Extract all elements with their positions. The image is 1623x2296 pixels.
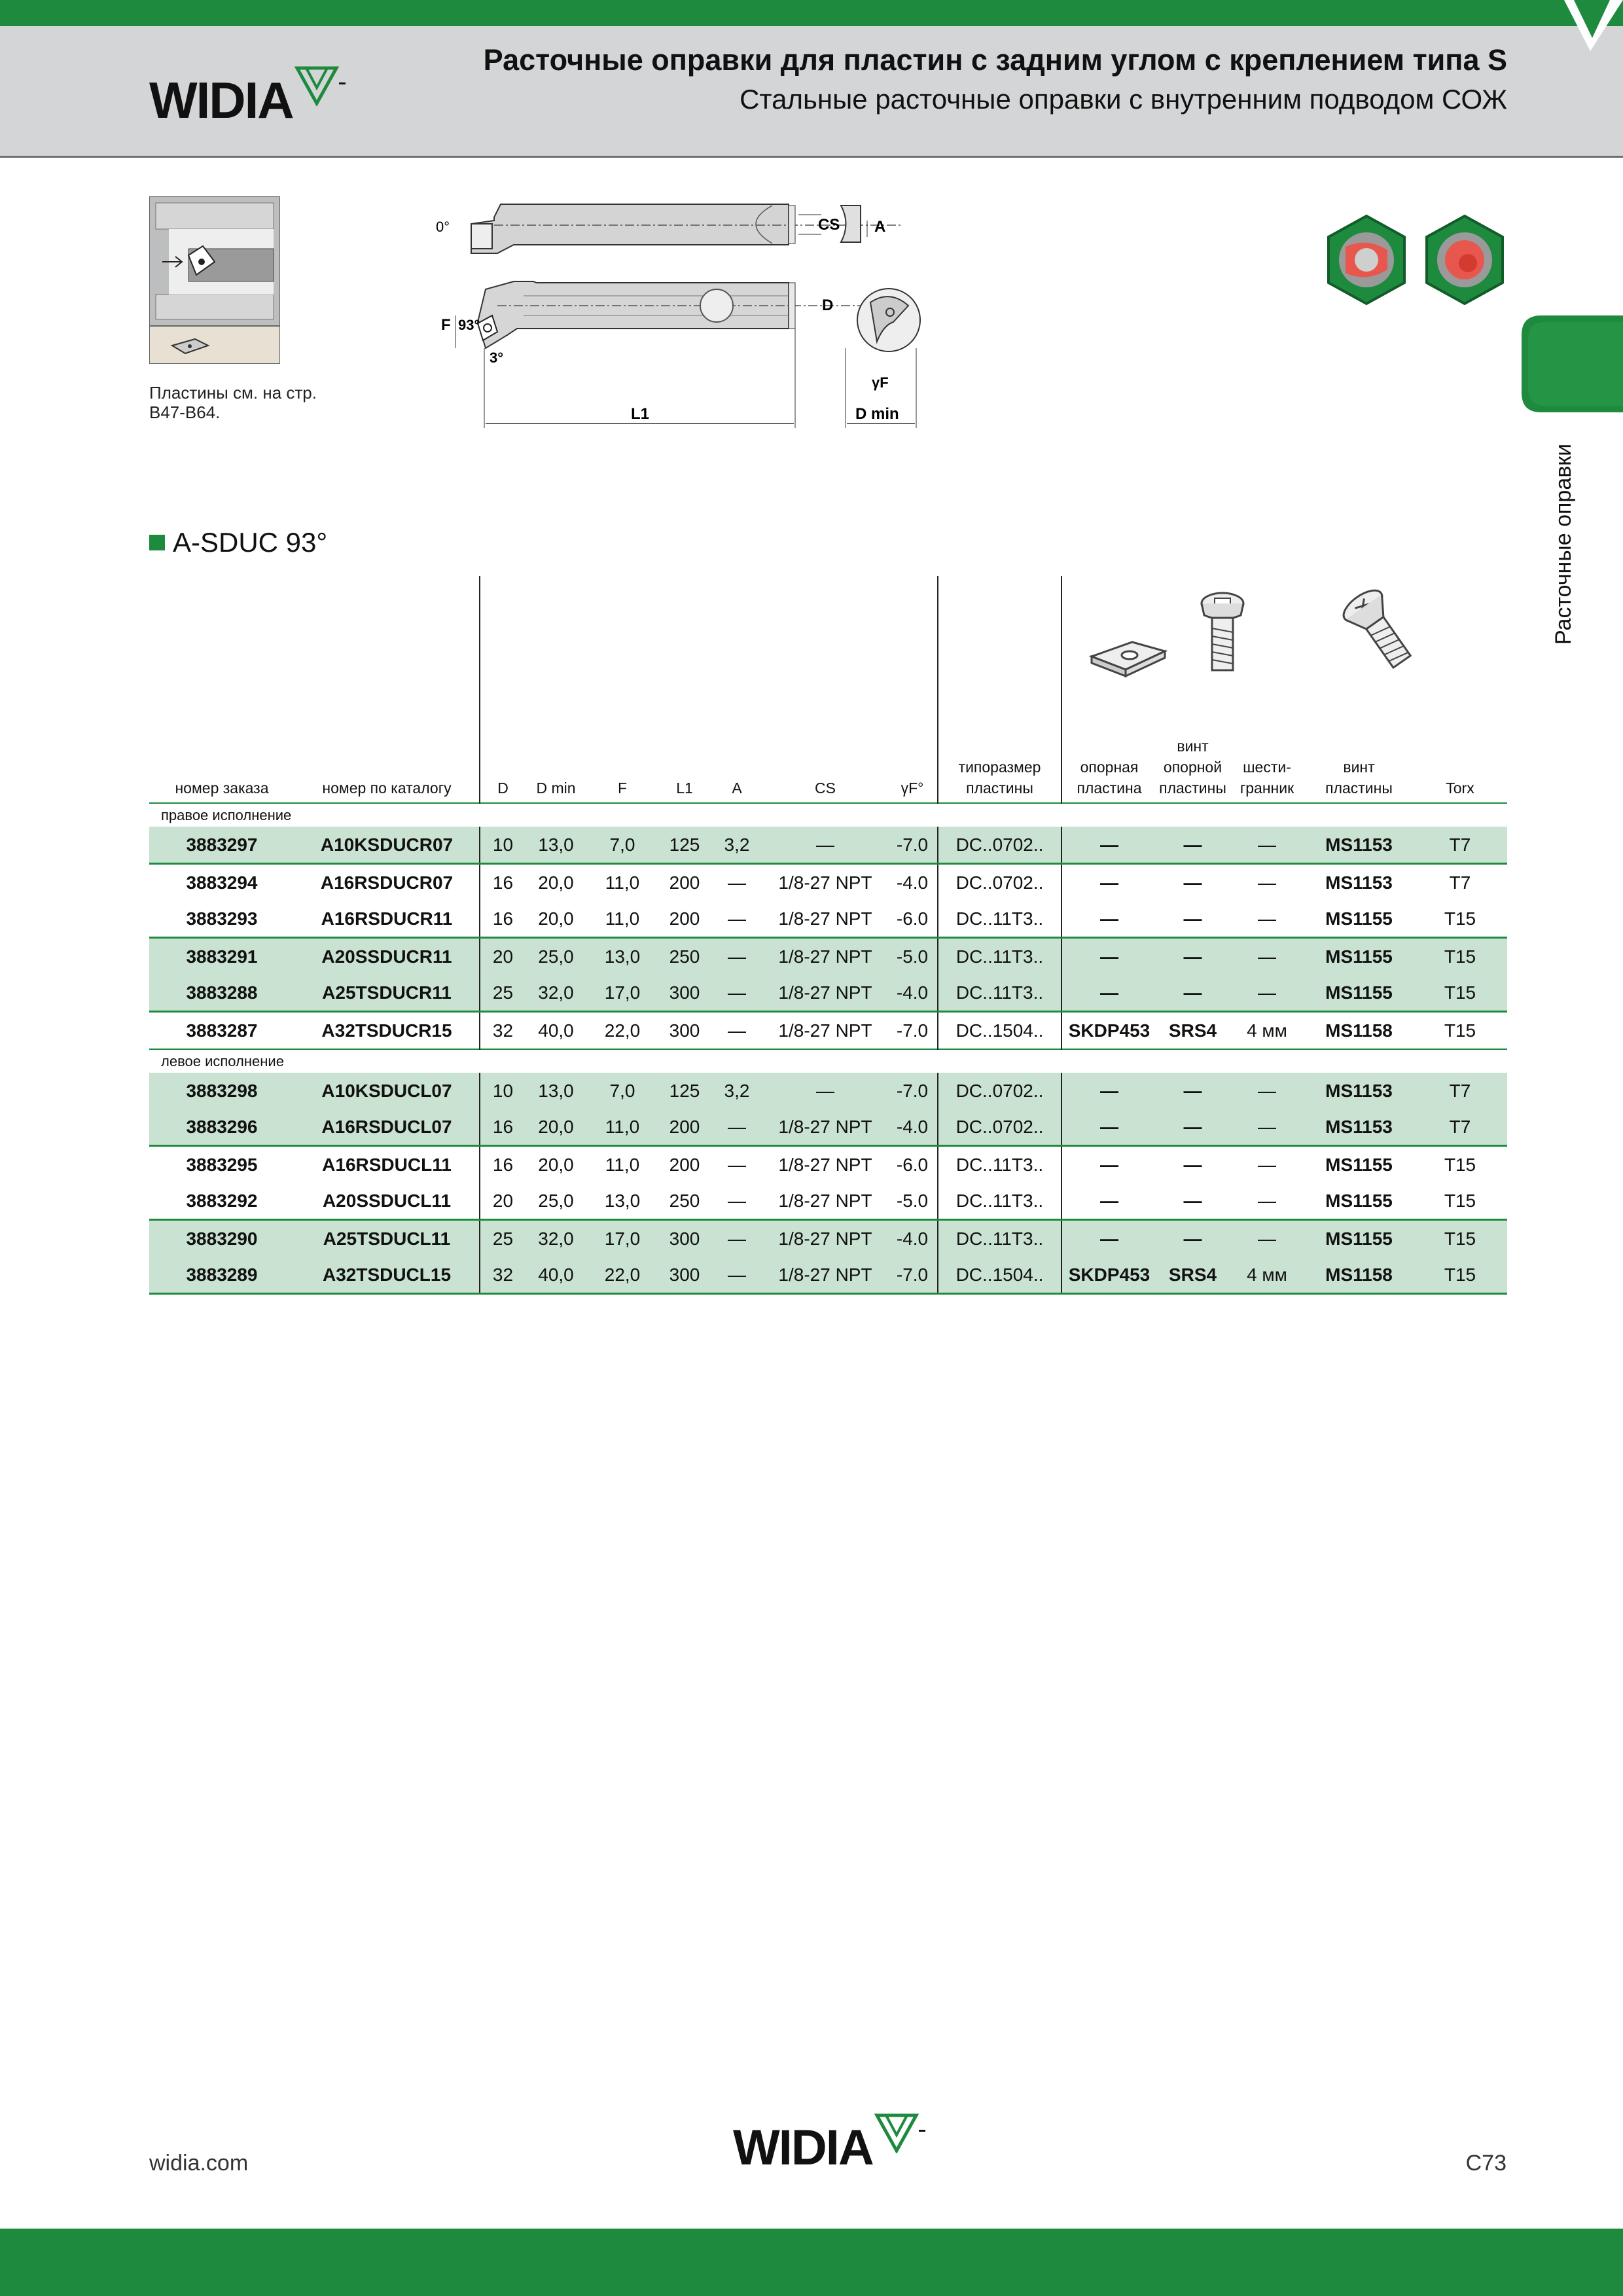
group-label: правое исполнение xyxy=(149,803,1507,827)
cell-hex: — xyxy=(1229,1146,1305,1183)
table-row xyxy=(149,901,1507,938)
page-title: Расточные оправки для пластин с задним углом с креплением типа S xyxy=(483,43,1507,77)
cell-torx: T15 xyxy=(1444,908,1476,929)
footer-logo-text: WIDIA xyxy=(733,2120,873,2176)
cell-gf: -7.0 xyxy=(887,827,938,864)
cell-f: 13,0 xyxy=(604,1190,641,1211)
cell-f: 22,0 xyxy=(586,1257,658,1294)
cell-cs: — xyxy=(763,1073,887,1109)
cell-shim: — xyxy=(1061,1220,1156,1257)
cell-d: 16 xyxy=(480,864,526,901)
cell-l1: 300 xyxy=(658,975,711,1012)
cell-catalog: A10KSDUCL07 xyxy=(294,1073,480,1109)
col-dmin: D min xyxy=(536,780,576,797)
cell-insert: DC..11T3.. xyxy=(938,938,1061,975)
cell-cs: — xyxy=(763,827,887,864)
cell-shim: — xyxy=(1061,1183,1156,1220)
cell-insert: DC..0702.. xyxy=(938,864,1061,901)
cell-d: 32 xyxy=(480,1257,526,1294)
section-bullet-icon xyxy=(149,535,165,550)
page-number: C73 xyxy=(1465,2151,1507,2176)
cell-gf: -5.0 xyxy=(896,1190,929,1211)
table-body xyxy=(149,803,1507,1294)
cell-f: 17,0 xyxy=(586,1220,658,1257)
footer-url[interactable]: widia.com xyxy=(149,2151,249,2176)
cell-f: 22,0 xyxy=(586,1012,658,1050)
inserts-reference-note xyxy=(149,383,317,422)
cell-a: — xyxy=(711,938,763,975)
cell-torx: T15 xyxy=(1413,1220,1507,1257)
cell-l1: 200 xyxy=(658,1146,711,1183)
col-l1: L1 xyxy=(676,780,693,797)
widia-triangle-icon xyxy=(294,65,349,106)
cell-gf: -7.0 xyxy=(887,1073,938,1109)
cell-gf: -6.0 xyxy=(896,908,929,929)
cell-insert: DC..11T3.. xyxy=(938,975,1061,1012)
cell-dmin: 20,0 xyxy=(526,1146,586,1183)
cell-a: — xyxy=(711,1257,763,1294)
table-row xyxy=(149,1109,1507,1146)
cell-gf: -6.0 xyxy=(887,1146,938,1183)
section-title-text: A-SDUC 93° xyxy=(173,527,328,558)
cell-cs: 1/8-27 NPT xyxy=(763,975,887,1012)
col-insert-line2: пластины xyxy=(966,780,1033,797)
cell-cs: 1/8-27 NPT xyxy=(763,938,887,975)
cell-hex: — xyxy=(1229,1220,1305,1257)
table-row xyxy=(149,827,1507,864)
cell-shim: — xyxy=(1061,864,1156,901)
cell-screw: MS1158 xyxy=(1305,1012,1413,1050)
cell-shim-screw: — xyxy=(1183,1190,1202,1211)
logo-text: WIDIA xyxy=(149,71,293,129)
cell-shim-screw: — xyxy=(1156,1220,1229,1257)
cell-cs: 1/8-27 NPT xyxy=(763,1257,887,1294)
cell-torx: T15 xyxy=(1413,1257,1507,1294)
group-row xyxy=(149,803,1507,827)
top-green-bar xyxy=(0,0,1623,26)
cell-cs: 1/8-27 NPT xyxy=(763,1109,887,1146)
dim-angle-93: 93° xyxy=(458,317,480,333)
cell-d: 20 xyxy=(480,1183,526,1220)
cell-d: 10 xyxy=(480,827,526,864)
cell-dmin: 25,0 xyxy=(526,938,586,975)
table-row xyxy=(149,1257,1507,1294)
cell-l1: 300 xyxy=(658,1220,711,1257)
cell-a: 3,2 xyxy=(711,1073,763,1109)
cell-order: 3883289 xyxy=(149,1257,294,1294)
cell-catalog: A16RSDUCL11 xyxy=(294,1146,480,1183)
cell-screw: MS1153 xyxy=(1305,827,1413,864)
cell-a: 3,2 xyxy=(711,827,763,864)
cell-insert: DC..0702.. xyxy=(938,1109,1061,1146)
cell-screw: MS1155 xyxy=(1305,1146,1413,1183)
dim-cs: CS xyxy=(818,216,840,234)
table-row xyxy=(149,975,1507,1012)
cell-dmin: 20,0 xyxy=(526,864,586,901)
cell-hex: 4 мм xyxy=(1229,1012,1305,1050)
cell-order: 3883293 xyxy=(186,908,258,929)
cell-hex: — xyxy=(1229,1073,1305,1109)
col-hex xyxy=(1229,576,1305,803)
side-tab-label: Расточные оправки xyxy=(1551,443,1576,645)
cell-l1: 125 xyxy=(658,1073,711,1109)
cell-dmin: 20,0 xyxy=(538,908,574,929)
cell-torx: T15 xyxy=(1413,975,1507,1012)
col-shim-line2: пластина xyxy=(1077,780,1142,797)
cell-gf: -4.0 xyxy=(887,1220,938,1257)
cell-order: 3883287 xyxy=(149,1012,294,1050)
cell-shim: — xyxy=(1061,1109,1156,1146)
cell-catalog: A32TSDUCR15 xyxy=(294,1012,480,1050)
cell-f: 11,0 xyxy=(586,864,658,901)
table-row xyxy=(149,1183,1507,1220)
cell-d: 32 xyxy=(480,1012,526,1050)
cell-l1: 200 xyxy=(658,1109,711,1146)
cell-insert: DC..11T3.. xyxy=(938,901,1061,938)
cell-shim: — xyxy=(1061,901,1156,938)
table-row xyxy=(149,938,1507,975)
cell-order: 3883290 xyxy=(149,1220,294,1257)
col-f: F xyxy=(617,780,628,797)
col-d: D xyxy=(480,576,526,803)
group-label: левое исполнение xyxy=(149,1049,1507,1073)
cell-catalog: A25TSDUCR11 xyxy=(294,975,480,1012)
cell-screw: MS1153 xyxy=(1305,864,1413,901)
cell-l1: 125 xyxy=(658,827,711,864)
col-insert-line1: типоразмер xyxy=(958,759,1041,776)
cell-f: 7,0 xyxy=(586,1073,658,1109)
cell-insert: DC..1504.. xyxy=(938,1012,1061,1050)
boring-badge-2 xyxy=(1427,216,1503,304)
cell-cs: 1/8-27 NPT xyxy=(763,1220,887,1257)
cell-shim: — xyxy=(1061,1073,1156,1109)
cell-cs: 1/8-27 NPT xyxy=(778,1190,872,1211)
cell-a: — xyxy=(711,1220,763,1257)
cell-screw: MS1155 xyxy=(1325,1190,1393,1211)
cell-order: 3883296 xyxy=(149,1109,294,1146)
cell-shim-screw: SRS4 xyxy=(1156,1012,1229,1050)
col-screw-line1: винт xyxy=(1343,759,1375,776)
cell-hex: — xyxy=(1258,1190,1276,1211)
col-shim-screw-line1: винт xyxy=(1177,738,1209,755)
cell-order: 3883294 xyxy=(149,864,294,901)
cell-cs: 1/8-27 NPT xyxy=(778,908,872,929)
cell-f: 11,0 xyxy=(586,1146,658,1183)
group-row xyxy=(149,1049,1507,1073)
col-catalog: номер по каталогу xyxy=(322,780,452,797)
cell-shim-screw: SRS4 xyxy=(1156,1257,1229,1294)
product-table xyxy=(149,576,1507,1295)
col-shim-screw-line2: опорной xyxy=(1163,759,1222,776)
corner-triangle-icon xyxy=(1492,0,1623,52)
cell-catalog: A25TSDUCL11 xyxy=(294,1220,480,1257)
dim-dmin: D min xyxy=(855,405,899,423)
section-title xyxy=(149,527,327,558)
cell-order: 3883291 xyxy=(149,938,294,975)
cell-torx: T15 xyxy=(1444,1190,1476,1211)
cell-l1: 300 xyxy=(658,1012,711,1050)
cell-a: — xyxy=(711,864,763,901)
table-row xyxy=(149,864,1507,901)
cell-order: 3883295 xyxy=(149,1146,294,1183)
cell-catalog: A16RSDUCR07 xyxy=(294,864,480,901)
cell-insert: DC..0702.. xyxy=(938,827,1061,864)
cell-shim: — xyxy=(1061,1146,1156,1183)
col-a: A xyxy=(732,780,742,797)
cell-torx: T15 xyxy=(1413,1012,1507,1050)
cell-torx: T7 xyxy=(1413,1109,1507,1146)
cell-dmin: 13,0 xyxy=(526,1073,586,1109)
cell-shim-screw: — xyxy=(1156,1073,1229,1109)
col-screw xyxy=(1305,576,1413,803)
technical-drawing xyxy=(432,191,929,433)
cell-d: 20 xyxy=(480,938,526,975)
cell-screw: MS1155 xyxy=(1305,938,1413,975)
cell-torx: T15 xyxy=(1413,938,1507,975)
widia-logo xyxy=(149,71,293,130)
col-screw-line2: пластины xyxy=(1325,780,1393,797)
cell-dmin: 40,0 xyxy=(526,1012,586,1050)
cell-l1: 200 xyxy=(658,864,711,901)
cell-hex: — xyxy=(1229,827,1305,864)
cell-shim: SKDP453 xyxy=(1061,1012,1156,1050)
dim-d: D xyxy=(822,296,834,314)
cell-dmin: 32,0 xyxy=(526,1220,586,1257)
cell-l1: 300 xyxy=(658,1257,711,1294)
cell-d: 25 xyxy=(480,975,526,1012)
cell-a: — xyxy=(728,908,746,929)
col-shim-screw xyxy=(1156,576,1229,803)
cell-a: — xyxy=(711,1012,763,1050)
dim-angle-0: 0° xyxy=(436,219,450,235)
cell-gf: -5.0 xyxy=(887,938,938,975)
cell-f: 7,0 xyxy=(586,827,658,864)
cell-order: 3883298 xyxy=(149,1073,294,1109)
cell-f: 11,0 xyxy=(586,1109,658,1146)
cell-shim-screw: — xyxy=(1183,908,1202,929)
col-insert xyxy=(938,576,1061,803)
cell-insert: DC..11T3.. xyxy=(938,1183,1061,1220)
col-hex-line2: гранник xyxy=(1240,780,1294,797)
cell-hex: — xyxy=(1229,938,1305,975)
cell-a: — xyxy=(711,1146,763,1183)
cell-gf: -7.0 xyxy=(887,1257,938,1294)
dim-f: F xyxy=(441,316,451,334)
cell-d: 16 xyxy=(480,901,526,938)
cell-d: 16 xyxy=(480,1146,526,1183)
cell-shim-screw: — xyxy=(1156,864,1229,901)
cell-catalog: A16RSDUCL07 xyxy=(294,1109,480,1146)
cell-shim-screw: — xyxy=(1156,938,1229,975)
cell-screw: MS1155 xyxy=(1305,1220,1413,1257)
cell-screw: MS1153 xyxy=(1305,1109,1413,1146)
cell-catalog: A32TSDUCL15 xyxy=(294,1257,480,1294)
dim-l1: L1 xyxy=(631,405,650,423)
col-shim xyxy=(1061,576,1156,803)
cell-shim: — xyxy=(1061,975,1156,1012)
cell-cs: 1/8-27 NPT xyxy=(763,1146,887,1183)
bottom-green-bar xyxy=(0,2229,1623,2296)
cell-catalog: A20SSDUCL11 xyxy=(322,1190,452,1211)
table-row xyxy=(149,1220,1507,1257)
page-subtitle: Стальные расточные оправки с внутренним подводом СОЖ xyxy=(740,84,1507,115)
cell-dmin: 40,0 xyxy=(526,1257,586,1294)
cell-shim-screw: — xyxy=(1156,975,1229,1012)
col-cs: CS xyxy=(815,780,836,797)
cell-f: 11,0 xyxy=(605,908,640,929)
cell-shim-screw: — xyxy=(1156,1146,1229,1183)
cell-catalog: A16RSDUCR11 xyxy=(321,908,453,929)
col-order: номер заказа xyxy=(175,780,269,797)
cell-dmin: 20,0 xyxy=(526,1109,586,1146)
cell-order: 3883292 xyxy=(186,1190,258,1211)
cell-hex: — xyxy=(1229,1109,1305,1146)
dim-gamma-f: γF xyxy=(872,374,889,391)
boring-badge-1 xyxy=(1329,216,1404,304)
cell-dmin: 13,0 xyxy=(526,827,586,864)
cell-insert: DC..1504.. xyxy=(938,1257,1061,1294)
cell-catalog: A10KSDUCR07 xyxy=(294,827,480,864)
cell-screw: MS1155 xyxy=(1325,908,1393,929)
cell-gf: -4.0 xyxy=(887,1109,938,1146)
inserts-note-line1: Пластины см. на стр. xyxy=(149,383,317,403)
cell-hex: — xyxy=(1229,975,1305,1012)
cell-a: — xyxy=(728,1190,746,1211)
cell-cs: 1/8-27 NPT xyxy=(763,1012,887,1050)
cell-hex: — xyxy=(1258,908,1276,929)
cell-d: 16 xyxy=(480,1109,526,1146)
cell-shim: — xyxy=(1061,827,1156,864)
cell-insert: DC..0702.. xyxy=(938,1073,1061,1109)
cell-torx: T7 xyxy=(1413,864,1507,901)
cell-screw: MS1158 xyxy=(1305,1257,1413,1294)
cell-shim: — xyxy=(1061,938,1156,975)
inserts-note-line2: B47-B64. xyxy=(149,403,221,422)
cell-torx: T7 xyxy=(1413,1073,1507,1109)
application-thumbnail xyxy=(149,196,280,364)
col-shim-screw-line3: пластины xyxy=(1159,780,1226,797)
table-row xyxy=(149,1012,1507,1050)
footer-widia-logo xyxy=(733,2119,873,2176)
cell-insert: DC..11T3.. xyxy=(938,1220,1061,1257)
cell-hex: — xyxy=(1229,864,1305,901)
cell-catalog: A20SSDUCR11 xyxy=(294,938,480,975)
col-gamma-f: γF° xyxy=(901,780,924,797)
cell-order: 3883297 xyxy=(149,827,294,864)
cell-cs: 1/8-27 NPT xyxy=(763,864,887,901)
cell-torx: T7 xyxy=(1413,827,1507,864)
cell-l1: 200 xyxy=(669,908,700,929)
dim-a: A xyxy=(874,218,886,236)
col-torx: Torx xyxy=(1446,780,1474,797)
cell-order: 3883288 xyxy=(149,975,294,1012)
table-row xyxy=(149,1073,1507,1109)
cell-screw: MS1153 xyxy=(1305,1073,1413,1109)
cell-shim-screw: — xyxy=(1156,1109,1229,1146)
cell-l1: 250 xyxy=(669,1190,700,1211)
footer-widia-triangle-icon xyxy=(874,2113,929,2153)
cell-d: 25 xyxy=(480,1220,526,1257)
cell-gf: -4.0 xyxy=(887,864,938,901)
application-badges xyxy=(1321,211,1517,315)
cell-a: — xyxy=(711,975,763,1012)
cell-hex: 4 мм xyxy=(1229,1257,1305,1294)
table-row xyxy=(149,1146,1507,1183)
dim-angle-3: 3° xyxy=(490,350,504,366)
table-header-row xyxy=(149,576,1507,803)
cell-torx: T15 xyxy=(1413,1146,1507,1183)
cell-shim: SKDP453 xyxy=(1061,1257,1156,1294)
col-shim-line1: опорная xyxy=(1080,759,1139,776)
cell-gf: -4.0 xyxy=(887,975,938,1012)
cell-dmin: 32,0 xyxy=(526,975,586,1012)
cell-f: 17,0 xyxy=(586,975,658,1012)
cell-d: 10 xyxy=(480,1073,526,1109)
cell-shim-screw: — xyxy=(1156,827,1229,864)
cell-dmin: 25,0 xyxy=(538,1190,574,1211)
cell-l1: 250 xyxy=(658,938,711,975)
col-hex-line1: шести- xyxy=(1243,759,1291,776)
cell-insert: DC..11T3.. xyxy=(938,1146,1061,1183)
cell-a: — xyxy=(711,1109,763,1146)
cell-gf: -7.0 xyxy=(887,1012,938,1050)
cell-f: 13,0 xyxy=(586,938,658,975)
cell-screw: MS1155 xyxy=(1305,975,1413,1012)
